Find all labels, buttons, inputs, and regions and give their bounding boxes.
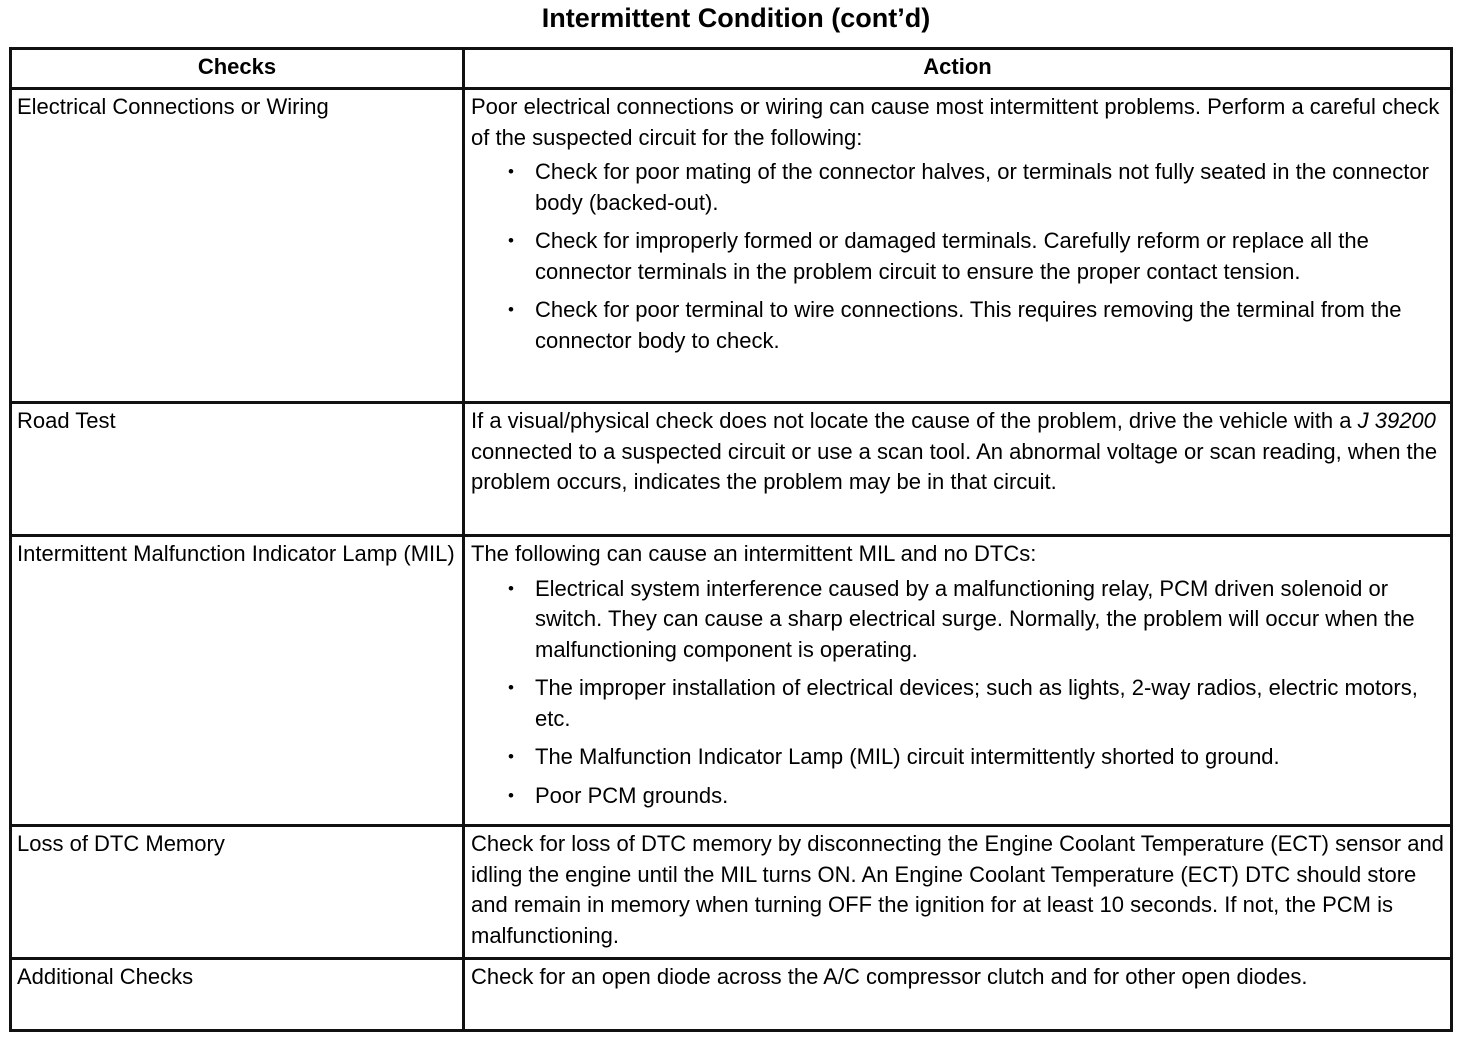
table-row [11, 826, 1452, 959]
table-row [11, 536, 1452, 826]
checks-table [9, 47, 1453, 1032]
list-item: • The improper installation of electrical devices; such as lights, 2-way radios, electric motors, etc. [508, 673, 1444, 734]
check-cell: Intermittent Malfunction Indicator Lamp (MIL) [11, 536, 464, 826]
action-intro: Poor electrical connections or wiring can cause most intermittent problems. Perform a careful check of the suspected circuit for the following: [471, 94, 1440, 150]
list-item: • Check for improperly formed or damaged terminals. Carefully reform or replace all the connector terminals in the problem circuit to ensure the proper contact tension. [508, 226, 1444, 287]
action-column-header: Action [464, 49, 1452, 89]
table-row [11, 89, 1452, 403]
action-cell: Check for an open diode across the A/C compressor clutch and for other open diodes. [464, 959, 1452, 1031]
list-item: • Electrical system interference caused by a malfunctioning relay, PCM driven solenoid or switch. They can cause a sharp electrical surge. Normally, the problem will occur when the malfunctioning component is operating. [508, 574, 1444, 666]
action-cell [464, 536, 1452, 826]
checks-column-header: Checks [11, 49, 464, 89]
check-cell: Road Test [11, 403, 464, 536]
bullet-list [471, 157, 1444, 356]
check-cell: Additional Checks [11, 959, 464, 1031]
action-intro: The following can cause an intermittent MIL and no DTCs: [471, 541, 1037, 566]
list-item: • Check for poor mating of the connector halves, or terminals not fully seated in the connector body (backed-out). [508, 157, 1444, 218]
table-header-row [11, 49, 1452, 89]
action-cell [464, 403, 1452, 536]
action-cell: Check for loss of DTC memory by disconnecting the Engine Coolant Temperature (ECT) sensor and idling the engine until the MIL turns ON. An Engine Coolant Temperature (ECT) DTC should store and remain in memory when turning OFF the ignition for at least 10 seconds. If not, the PCM is malfunctioning. [464, 826, 1452, 959]
check-cell: Loss of DTC Memory [11, 826, 464, 959]
list-item: • Check for poor terminal to wire connections. This requires removing the terminal from the connector body to check. [508, 295, 1444, 356]
table-row [11, 959, 1452, 1031]
action-cell [464, 89, 1452, 403]
action-text: If a visual/physical check does not locate the cause of the problem, drive the vehicle with a [471, 408, 1358, 433]
table-row [11, 403, 1452, 536]
check-cell: Electrical Connections or Wiring [11, 89, 464, 403]
list-item: • The Malfunction Indicator Lamp (MIL) circuit intermittently shorted to ground. [508, 742, 1444, 773]
bullet-list [471, 574, 1444, 812]
action-text: connected to a suspected circuit or use a scan tool. An abnormal voltage or scan reading, when the problem occurs, indicates the problem may be in that circuit. [471, 438, 1438, 494]
list-item: • Poor PCM grounds. [508, 781, 1444, 812]
page-title: Intermittent Condition (cont’d) [541, 3, 931, 33]
tool-reference: J 39200 [1357, 408, 1436, 433]
